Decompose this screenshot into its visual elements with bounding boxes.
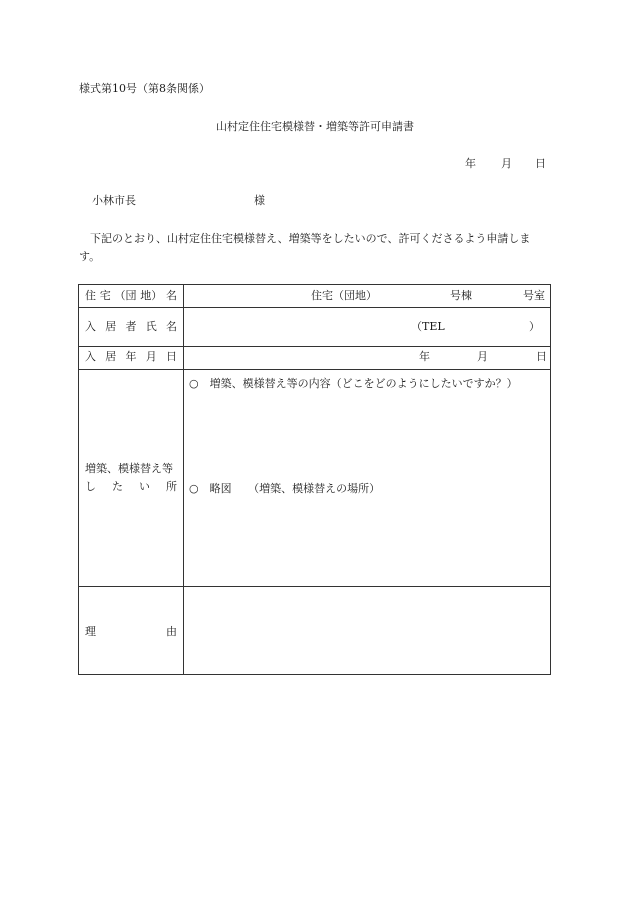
label-column-divider <box>183 285 184 674</box>
row-divider <box>79 369 550 370</box>
move-in-day-label: 日 <box>536 350 547 363</box>
addressee: 小林市長 <box>92 194 136 207</box>
room-number-label: 号室 <box>523 289 545 302</box>
date-day-label: 日 <box>535 157 546 170</box>
building-number-label: 号棟 <box>450 289 472 302</box>
form-number: 様式第10号（第8条関係） <box>79 82 210 95</box>
application-statement: 下記のとおり、山村定住住宅模様替え、増築等をしたいので、許可くださるよう申請します。 <box>79 232 531 263</box>
resident-name-label: 入 居 者 氏 名 <box>85 320 177 333</box>
modification-location-label-line1: 増築、模様替え等 <box>85 462 173 475</box>
reason-label: 理 由 <box>85 625 177 638</box>
row-divider <box>79 346 550 347</box>
row-divider <box>79 307 550 308</box>
move-in-month-label: 月 <box>477 350 488 363</box>
tel-close-paren: ） <box>529 320 540 333</box>
application-table <box>78 284 551 675</box>
housing-field-label: 住宅（団地） <box>311 289 377 302</box>
housing-name-label: 住 宅 （団 地） 名 <box>85 289 177 302</box>
row-divider <box>79 586 550 587</box>
date-month-label: 月 <box>501 157 512 170</box>
tel-open-label: （TEL <box>411 320 445 333</box>
date-year-label: 年 <box>465 157 476 170</box>
modification-location-label-line2: し た い 所 <box>85 480 177 493</box>
document-title: 山村定住住宅模様替・増築等許可申請書 <box>216 120 414 133</box>
move-in-year-label: 年 <box>419 350 430 363</box>
sketch-item: ○ 略図 （増築、模様替えの場所） <box>189 482 381 495</box>
modification-content-item: ○ 増築、模様替え等の内容（どこをどのようにしたいですか？） <box>189 377 518 390</box>
move-in-date-label: 入 居 年 月 日 <box>85 350 177 363</box>
honorific: 様 <box>254 194 265 207</box>
